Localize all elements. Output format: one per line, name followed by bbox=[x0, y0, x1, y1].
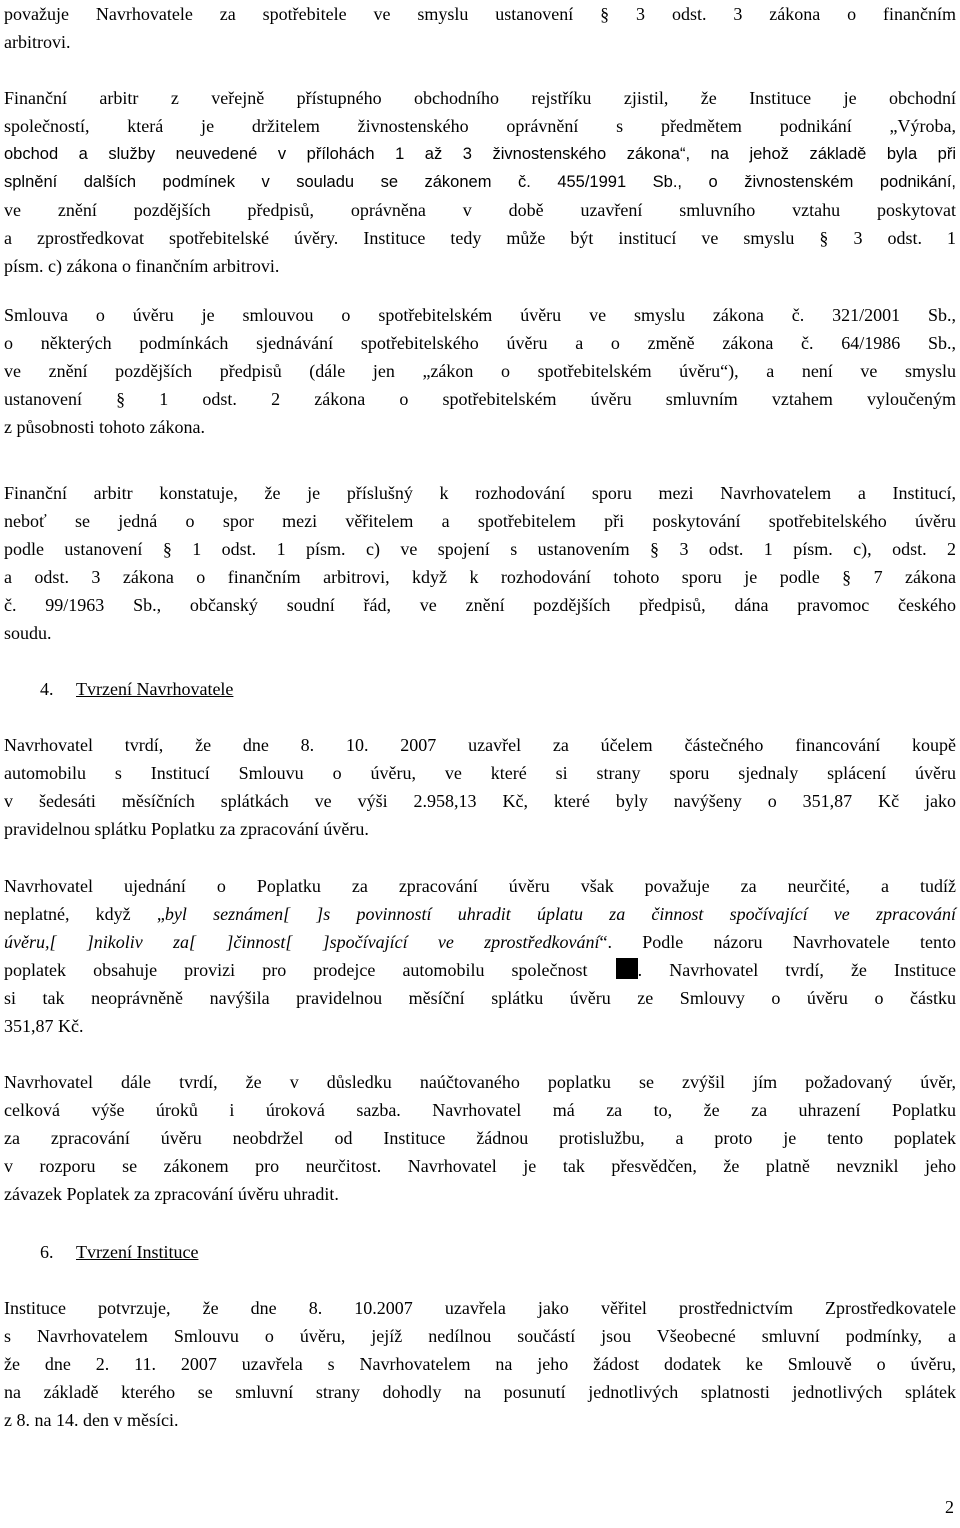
text-line bbox=[4, 956, 956, 984]
text-line: neboť se jedná o spor mezi věřitelem a spotřebitelem při poskytování spotřebitelského úvěru bbox=[4, 511, 956, 531]
paragraph-institution-claims bbox=[4, 1294, 956, 1434]
text-line: pravidelnou splátku Poplatku za zpracování úvěru. bbox=[4, 819, 369, 839]
text-line: arbitrovi. bbox=[4, 32, 71, 52]
text-segment: . Navrhovatel tvrdí, že Instituce bbox=[637, 960, 957, 980]
text-line: písm. c) zákona o finančním arbitrovi. bbox=[4, 256, 280, 276]
text-line: Instituce potvrzuje, že dne 8. 10.2007 uzavřela jako věřitel prostřednictvím Zprostředkovatele bbox=[4, 1298, 956, 1318]
text-line: společností, která je držitelem živnostenského oprávnění s předmětem podnikání „Výroba, bbox=[4, 116, 956, 136]
text-line: a zprostředkovat spotřebitelské úvěry. Instituce tedy může být institucí ve smyslu § 3 odst. 1 bbox=[4, 228, 956, 248]
text-line: automobilu s Institucí Smlouvu o úvěru, ve které si strany sporu sjednaly splácení úvěru bbox=[4, 763, 956, 783]
text-line: soudu. bbox=[4, 623, 52, 643]
text-line: na základě kterého se smluvní strany dohodly na posunutí jednotlivých splatnosti jednotlivých splátek bbox=[4, 1382, 956, 1402]
page-number: 2 bbox=[945, 1497, 954, 1517]
text-line: splnění dalších podmínek v souladu se zákonem č. 455/1991 Sb., o živnostenském podnikání, bbox=[4, 173, 956, 191]
text-segment: neplatné, když „ bbox=[4, 904, 165, 924]
text-segment: poplatek obsahuje provizi pro prodejce automobilu společnost bbox=[4, 960, 615, 980]
text-line: Finanční arbitr konstatuje, že je příslušný k rozhodování sporu mezi Navrhovatelem a Institucí, bbox=[4, 483, 956, 503]
paragraph-institution-register bbox=[4, 84, 956, 280]
text-line: o některých podmínkách sjednávání spotřebitelského úvěru a o změně zákona č. 64/1986 Sb., bbox=[4, 333, 956, 353]
text-line: ustanovení § 1 odst. 2 zákona o spotřebitelském úvěru smluvním vztahem vyloučeným bbox=[4, 389, 956, 409]
text-line: z působnosti tohoto zákona. bbox=[4, 417, 205, 437]
text-line: podle ustanovení § 1 odst. 1 písm. c) ve spojení s ustanovením § 3 odst. 1 písm. c), odst. 2 bbox=[4, 539, 956, 559]
text-line: že dne 2. 11. 2007 uzavřela s Navrhovatelem na jeho žádost dodatek ke Smlouvě o úvěru, bbox=[4, 1354, 956, 1374]
text-line: obchod a služby neuvedené v přílohách 1 až 3 živnostenského zákona“, na jehož základě byla při bbox=[4, 145, 956, 163]
text-line: Finanční arbitr z veřejně přístupného obchodního rejstříku zjistil, že Instituce je obchodní bbox=[4, 88, 956, 108]
paragraph-loan-contract bbox=[4, 301, 956, 441]
redaction-block bbox=[616, 958, 638, 979]
section-title: Tvrzení Instituce bbox=[76, 1242, 199, 1262]
text-line: Navrhovatel dále tvrdí, že v důsledku naúčtovaného poplatku se zvýšil jím požadovaný úvěr, bbox=[4, 1072, 956, 1092]
section-number: 4. bbox=[40, 679, 54, 699]
text-line: ve znění pozdějších předpisů (dále jen „zákon o spotřebitelském úvěru“), a není ve smyslu bbox=[4, 361, 956, 381]
section-title: Tvrzení Navrhovatele bbox=[76, 679, 234, 699]
quoted-text: byl seznámen[ ]s povinností uhradit úplatu za činnost spočívající ve zpracování bbox=[164, 904, 956, 924]
text-line: s Navrhovatelem Smlouvu o úvěru, jejíž nedílnou součástí jsou Všeobecné smluvní podmínky, a bbox=[4, 1326, 956, 1346]
paragraph-claimant-claims bbox=[4, 731, 956, 843]
text-line: celková výše úroků i úroková sazba. Navrhovatel má za to, že za uhrazení Poplatku bbox=[4, 1100, 956, 1120]
paragraph-consumer-status bbox=[4, 0, 956, 56]
text-line: v rozporu se zákonem pro neurčitost. Navrhovatel je tak přesvědčen, že platně nevznikl jeho bbox=[4, 1156, 956, 1176]
section-number: 6. bbox=[40, 1242, 54, 1262]
text-line: v šedesáti měsíčních splátkách ve výši 2.958,13 Kč, které byly navýšeny o 351,87 Kč jako bbox=[4, 791, 956, 811]
text-line: závazek Poplatek za zpracování úvěru uhradit. bbox=[4, 1184, 339, 1204]
text-line: Navrhovatel ujednání o Poplatku za zpracování úvěru však považuje za neurčité, a tudíž bbox=[4, 876, 956, 896]
text-line: si tak neoprávněně navýšila pravidelnou měsíční splátku úvěru ze Smlouvy o úvěru o částku bbox=[4, 988, 956, 1008]
text-line: a odst. 3 zákona o finančním arbitrovi, když k rozhodování tohoto sporu je podle § 7 zákona bbox=[4, 567, 956, 587]
text-segment: “. Podle názoru Navrhovatele tento bbox=[599, 932, 956, 952]
text-line bbox=[4, 928, 956, 956]
paragraph-fee-indeterminate bbox=[4, 872, 956, 1040]
text-line: Smlouva o úvěru je smlouvou o spotřebitelském úvěru ve smyslu zákona č. 321/2001 Sb., bbox=[4, 305, 956, 325]
paragraph-claimant-further bbox=[4, 1068, 956, 1208]
section-heading-6 bbox=[40, 1238, 198, 1266]
text-line: považuje Navrhovatele za spotřebitele ve smyslu ustanovení § 3 odst. 3 zákona o finančním bbox=[4, 4, 956, 24]
text-line: z 8. na 14. den v měsíci. bbox=[4, 1410, 179, 1430]
text-line: č. 99/1963 Sb., občanský soudní řád, ve znění pozdějších předpisů, dána pravomoc českého bbox=[4, 595, 956, 615]
paragraph-jurisdiction bbox=[4, 479, 956, 647]
quoted-text: úvěru,[ ]nikoliv za[ ]činnost[ ]spočívající ve zprostředkování bbox=[4, 932, 600, 952]
section-heading-4 bbox=[40, 675, 233, 703]
text-line: 351,87 Kč. bbox=[4, 1016, 84, 1036]
text-line bbox=[4, 900, 956, 928]
text-line: ve znění pozdějších předpisů, oprávněna v době uzavření smluvního vztahu poskytovat bbox=[4, 200, 956, 220]
text-line: Navrhovatel tvrdí, že dne 8. 10. 2007 uzavřel za účelem částečného financování koupě bbox=[4, 735, 956, 755]
text-line: za zpracování úvěru neobdržel od Instituce žádnou protislužbu, a proto je tento poplatek bbox=[4, 1128, 956, 1148]
